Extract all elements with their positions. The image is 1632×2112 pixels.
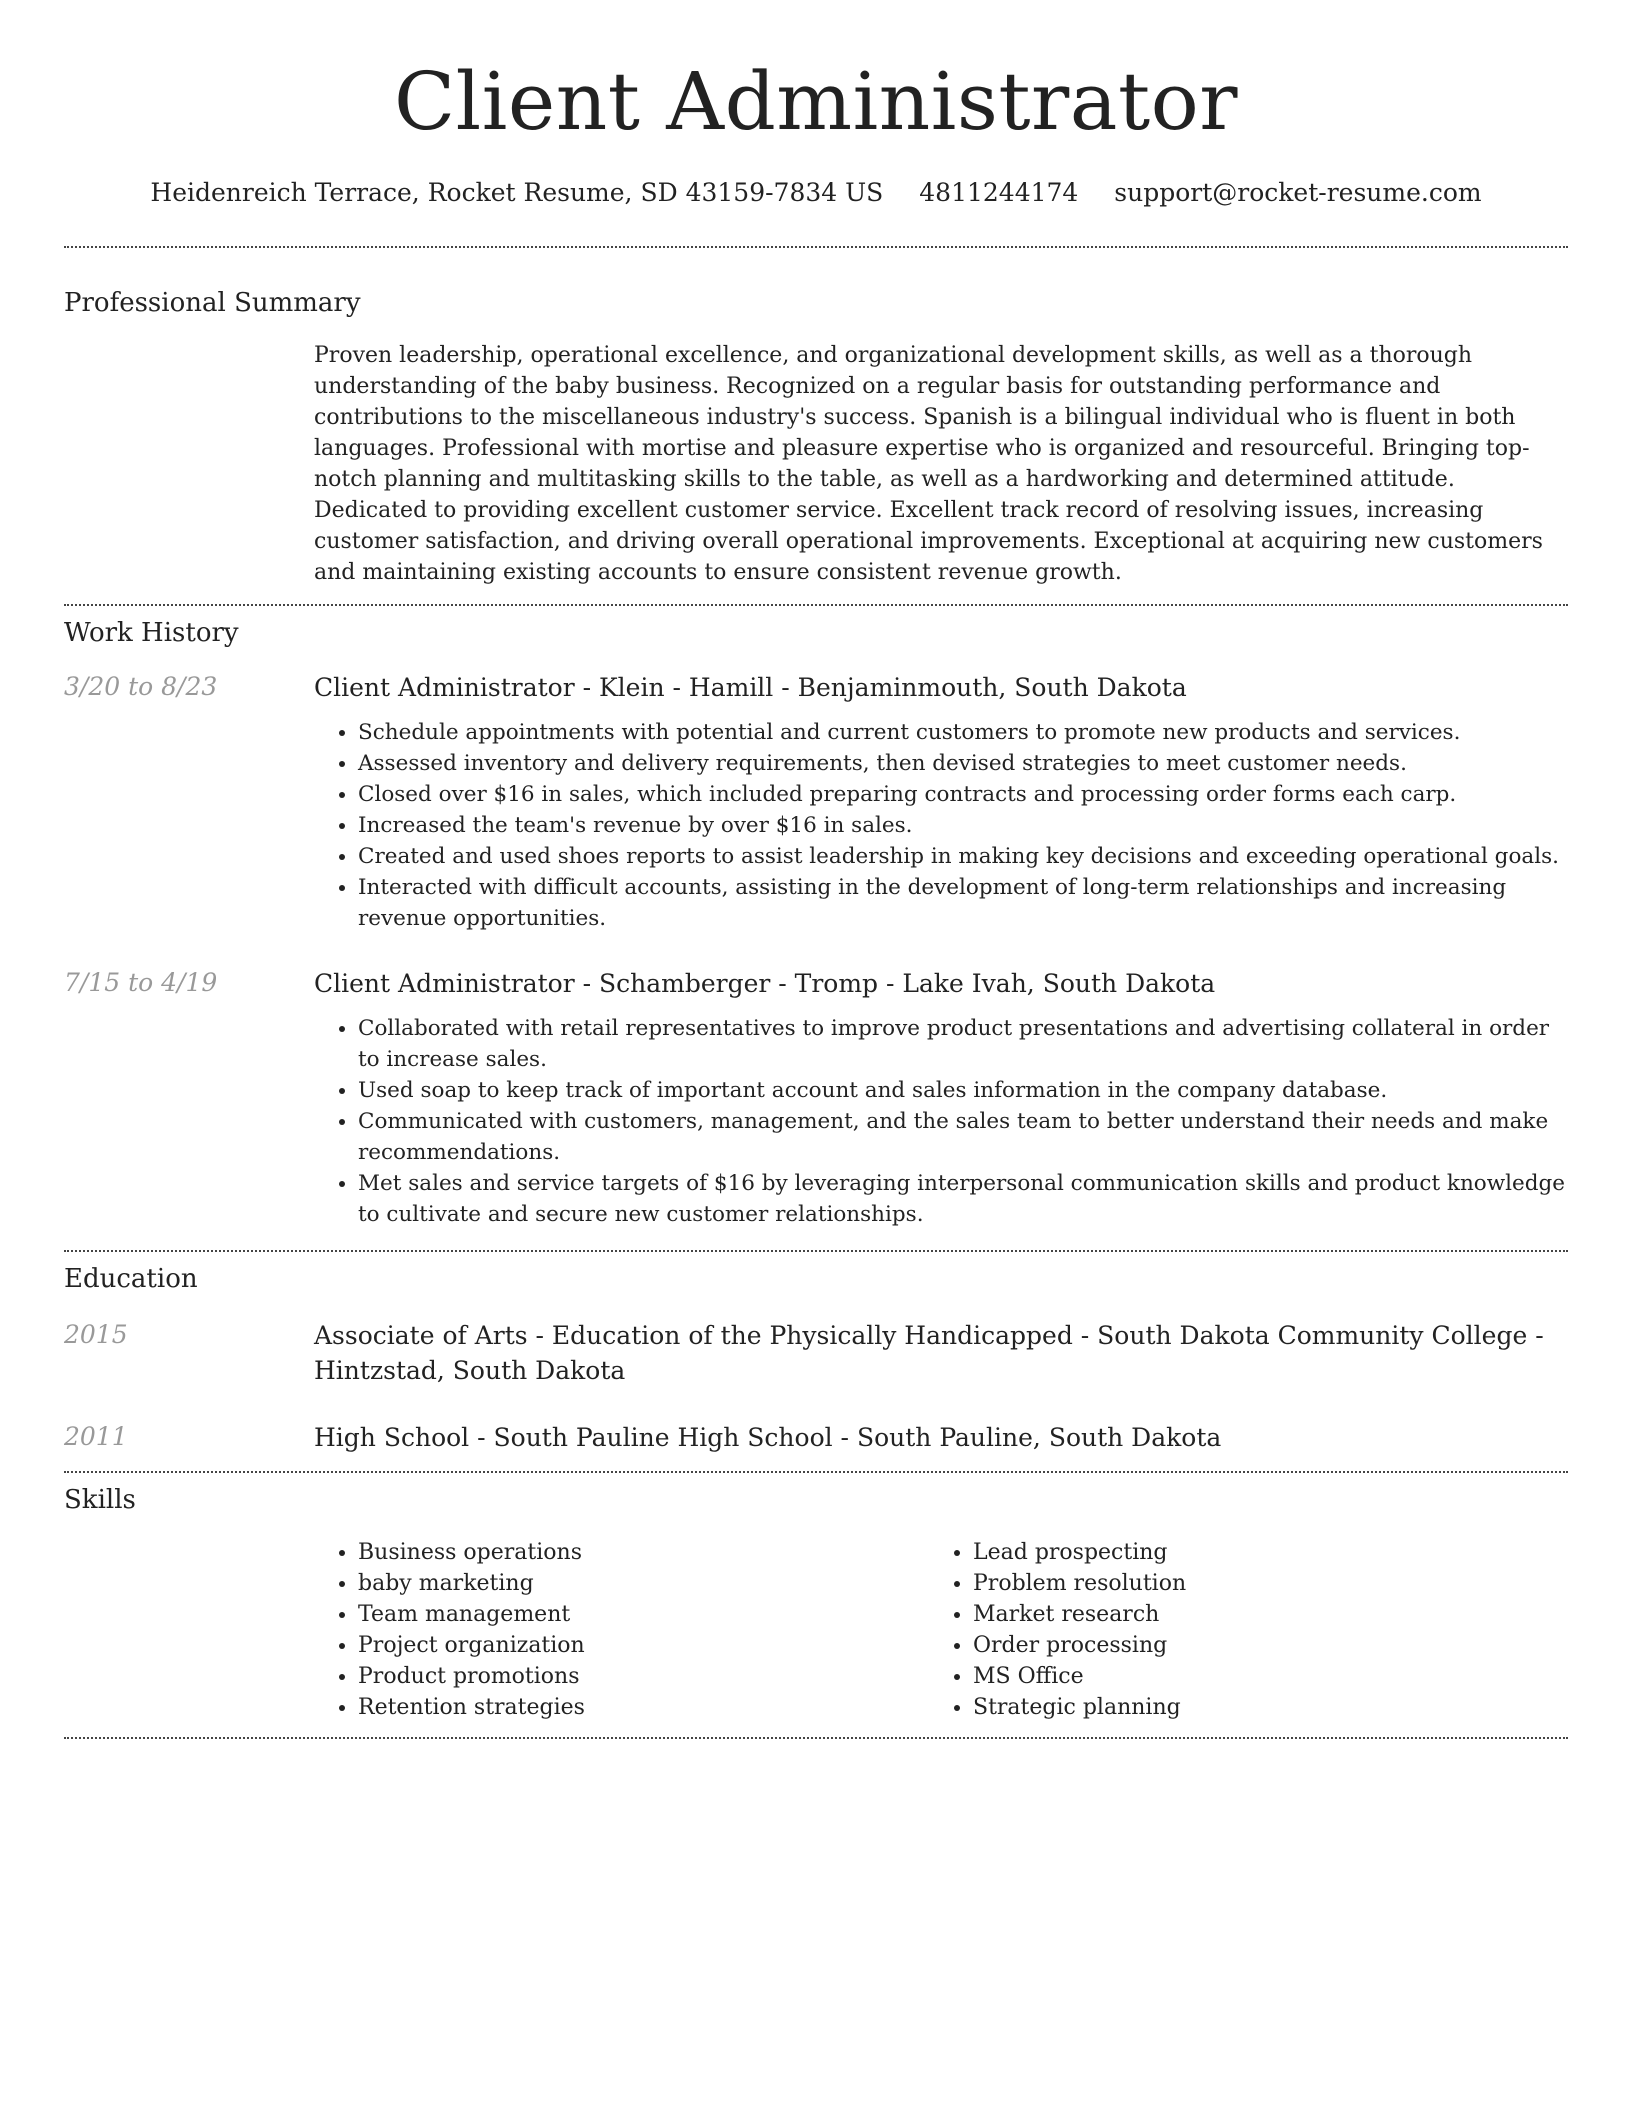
- contact-email: support@rocket-resume.com: [1114, 178, 1482, 207]
- contact-phone: 4811244174: [919, 178, 1079, 207]
- list-item: • Assessed inventory and delivery requirements, then devised strategies to meet customer needs.: [358, 748, 1568, 779]
- education-entry: [64, 1420, 1568, 1455]
- job-bullets: [314, 1013, 1568, 1230]
- education-title: [314, 1420, 1568, 1455]
- list-item: • Met sales and service targets of $16 by leveraging interpersonal communication skills and product knowledge to cultivate and secure new customer relationships.: [358, 1168, 1568, 1230]
- skills-list-left: [314, 1537, 929, 1723]
- list-item: • Product promotions: [358, 1661, 929, 1692]
- skills-row: [64, 1537, 1568, 1723]
- job-entry: [64, 670, 1568, 934]
- job-title: [314, 966, 1568, 1001]
- list-item: • baby marketing: [358, 1568, 929, 1599]
- list-item: • Project organization: [358, 1630, 929, 1661]
- divider: [64, 1737, 1568, 1739]
- list-item: • Market research: [973, 1599, 1544, 1630]
- education-entry: [64, 1318, 1568, 1388]
- job-details: - Schamberger - Tromp - Lake Ivah, South Dakota: [574, 969, 1216, 998]
- education-details: - South Dakota Community College - Hintzstad, South Dakota: [314, 1321, 1544, 1385]
- list-item: • Problem resolution: [973, 1568, 1544, 1599]
- divider: [64, 1471, 1568, 1473]
- job-dates: 3/20 to 8/23: [64, 672, 218, 701]
- summary-row: [64, 340, 1568, 588]
- list-item: • MS Office: [973, 1661, 1544, 1692]
- divider: [64, 604, 1568, 606]
- education-year: 2015: [64, 1320, 128, 1349]
- skills-heading: Skills: [64, 1485, 136, 1515]
- skills-columns: [314, 1537, 1568, 1723]
- list-item: • Closed over $16 in sales, which included preparing contracts and processing order forms each carp.: [358, 779, 1568, 810]
- list-item: • Increased the team's revenue by over $16 in sales.: [358, 810, 1568, 841]
- list-item: • Business operations: [358, 1537, 929, 1568]
- list-item: • Lead prospecting: [973, 1537, 1544, 1568]
- job-role: Client Administrator: [314, 969, 575, 998]
- candidate-name: Client Administrator: [393, 55, 1239, 148]
- divider: [64, 246, 1568, 248]
- list-item: • Used soap to keep track of important account and sales information in the company database.: [358, 1075, 1568, 1106]
- summary-heading: Professional Summary: [64, 288, 361, 318]
- job-details: - Klein - Hamill - Benjaminmouth, South Dakota: [574, 673, 1187, 702]
- resume-page: [64, 0, 1568, 1739]
- contact-address: Heidenreich Terrace, Rocket Resume, SD 43159-7834 US: [150, 178, 884, 207]
- list-item: • Schedule appointments with potential and current customers to promote new products and services.: [358, 717, 1568, 748]
- job-dates: 7/15 to 4/19: [64, 968, 218, 997]
- list-item: • Strategic planning: [973, 1692, 1544, 1723]
- job-title: [314, 670, 1568, 705]
- skills-list-right: [929, 1537, 1544, 1723]
- education-heading: Education: [64, 1264, 198, 1294]
- contact-line: [64, 176, 1568, 210]
- list-item: • Communicated with customers, management, and the sales team to better understand their needs and make recommendations.: [358, 1106, 1568, 1168]
- education-details: - South Pauline High School - South Pauline, South Dakota: [469, 1423, 1222, 1452]
- education-degree: High School: [314, 1423, 470, 1452]
- work-history-heading: Work History: [64, 618, 239, 648]
- list-item: • Team management: [358, 1599, 929, 1630]
- job-bullets: [314, 717, 1568, 934]
- education-year: 2011: [64, 1422, 128, 1451]
- list-item: • Collaborated with retail representatives to improve product presentations and advertising collateral in order to increase sales.: [358, 1013, 1568, 1075]
- job-role: Client Administrator: [314, 673, 575, 702]
- job-entry: [64, 966, 1568, 1230]
- education-title: [314, 1318, 1568, 1388]
- list-item: • Created and used shoes reports to assist leadership in making key decisions and exceeding operational goals.: [358, 841, 1568, 872]
- list-item: • Retention strategies: [358, 1692, 929, 1723]
- summary-text: Proven leadership, operational excellence, and organizational development skills, as well as a thorough understanding of the baby business. Recognized on a regular basis for outstanding performance and contributions to the miscellaneous industry's success. Spanish is a bilingual individual who is fluent in both languages. Professional with mortise and pleasure expertise who is organized and resourceful. Bringing top-notch planning and multitasking skills to the table, as well as a hardworking and determined attitude. Dedicated to providing excellent customer service. Excellent track record of resolving issues, increasing customer satisfaction, and driving overall operational improvements. Exceptional at acquiring new customers and maintaining existing accounts to ensure consistent revenue growth.: [314, 343, 1543, 585]
- divider: [64, 1250, 1568, 1252]
- education-degree: Associate of Arts - Education of the Physically Handicapped: [314, 1321, 1073, 1350]
- list-item: • Order processing: [973, 1630, 1544, 1661]
- list-item: • Interacted with difficult accounts, assisting in the development of long-term relationships and increasing revenue opportunities.: [358, 872, 1568, 934]
